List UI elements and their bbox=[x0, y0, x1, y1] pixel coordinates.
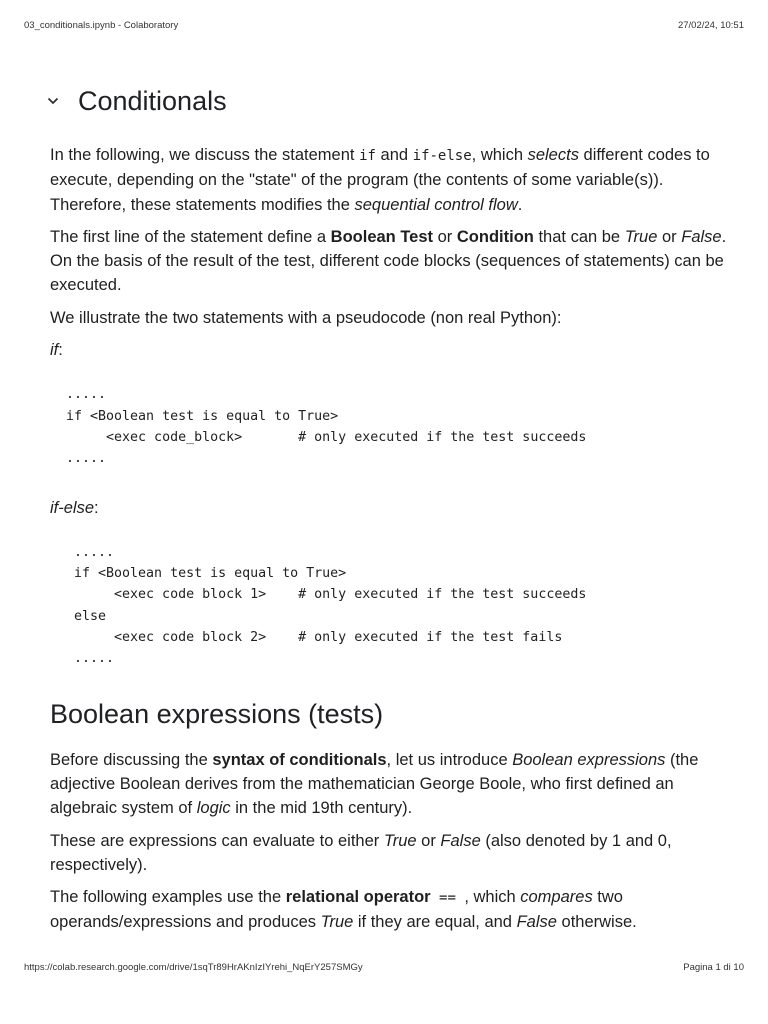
print-footer-url: https://colab.research.google.com/drive/1sqTr89HrAKnIzIYrehi_NqErY257SMGy bbox=[24, 962, 363, 973]
section-header bbox=[42, 78, 740, 124]
print-header-datetime: 27/02/24, 10:51 bbox=[677, 20, 744, 31]
code-block-if-else: ..... if <Boolean test is equal to True> <exec code block 1> # only executed if the test succeeds else <exec code block 2> # only executed if the test fails ..... bbox=[74, 544, 587, 667]
paragraph-true-false: These are expressions can evaluate to either True or False (also denoted by 1 and 0, respectively). bbox=[50, 831, 672, 874]
paragraph-relational-operator: The following examples use the relational operator == , which compares two operands/expressions and produces True if they are equal, and False otherwise. bbox=[50, 888, 637, 932]
label-if: if: bbox=[50, 341, 63, 360]
notebook-content bbox=[50, 78, 740, 935]
code-block-if: ..... if <Boolean test is equal to True> <exec code_block> # only executed if the test succeeds ..... bbox=[66, 387, 587, 467]
subsection-title: Boolean expressions (tests) bbox=[50, 698, 384, 729]
paragraph-intro: In the following, we discuss the statement if and if-else, which selects different codes to execute, depending on the "state" of the program (the contents of some variable(s)). Therefore, these statements modifies the sequential control flow. bbox=[50, 146, 710, 214]
print-footer-page: Pagina 1 di 10 bbox=[683, 962, 744, 973]
print-header bbox=[24, 20, 744, 31]
section-title: Conditionals bbox=[78, 85, 227, 116]
label-if-else: if-else: bbox=[50, 498, 99, 517]
paragraph-boolean-test: The first line of the statement define a Boolean Test or Condition that can be True or False. On the basis of the result of the test, different code blocks (sequences of statements) can be executed. bbox=[50, 227, 727, 295]
print-footer bbox=[24, 962, 744, 973]
chevron-down-icon[interactable] bbox=[42, 90, 64, 112]
inline-code-equals: == bbox=[430, 890, 465, 907]
print-header-title: 03_conditionals.ipynb - Colaboratory bbox=[24, 20, 179, 31]
inline-code-if-else: if-else bbox=[412, 148, 472, 164]
inline-code-if: if bbox=[359, 148, 376, 164]
paragraph-boolean-expressions: Before discussing the syntax of conditionals, let us introduce Boolean expressions (the adjective Boolean derives from the mathematician George Boole, who first defined an algebraic system of logic in the mid 19th century). bbox=[50, 750, 699, 818]
paragraph-pseudocode-intro: We illustrate the two statements with a pseudocode (non real Python): bbox=[50, 308, 562, 327]
